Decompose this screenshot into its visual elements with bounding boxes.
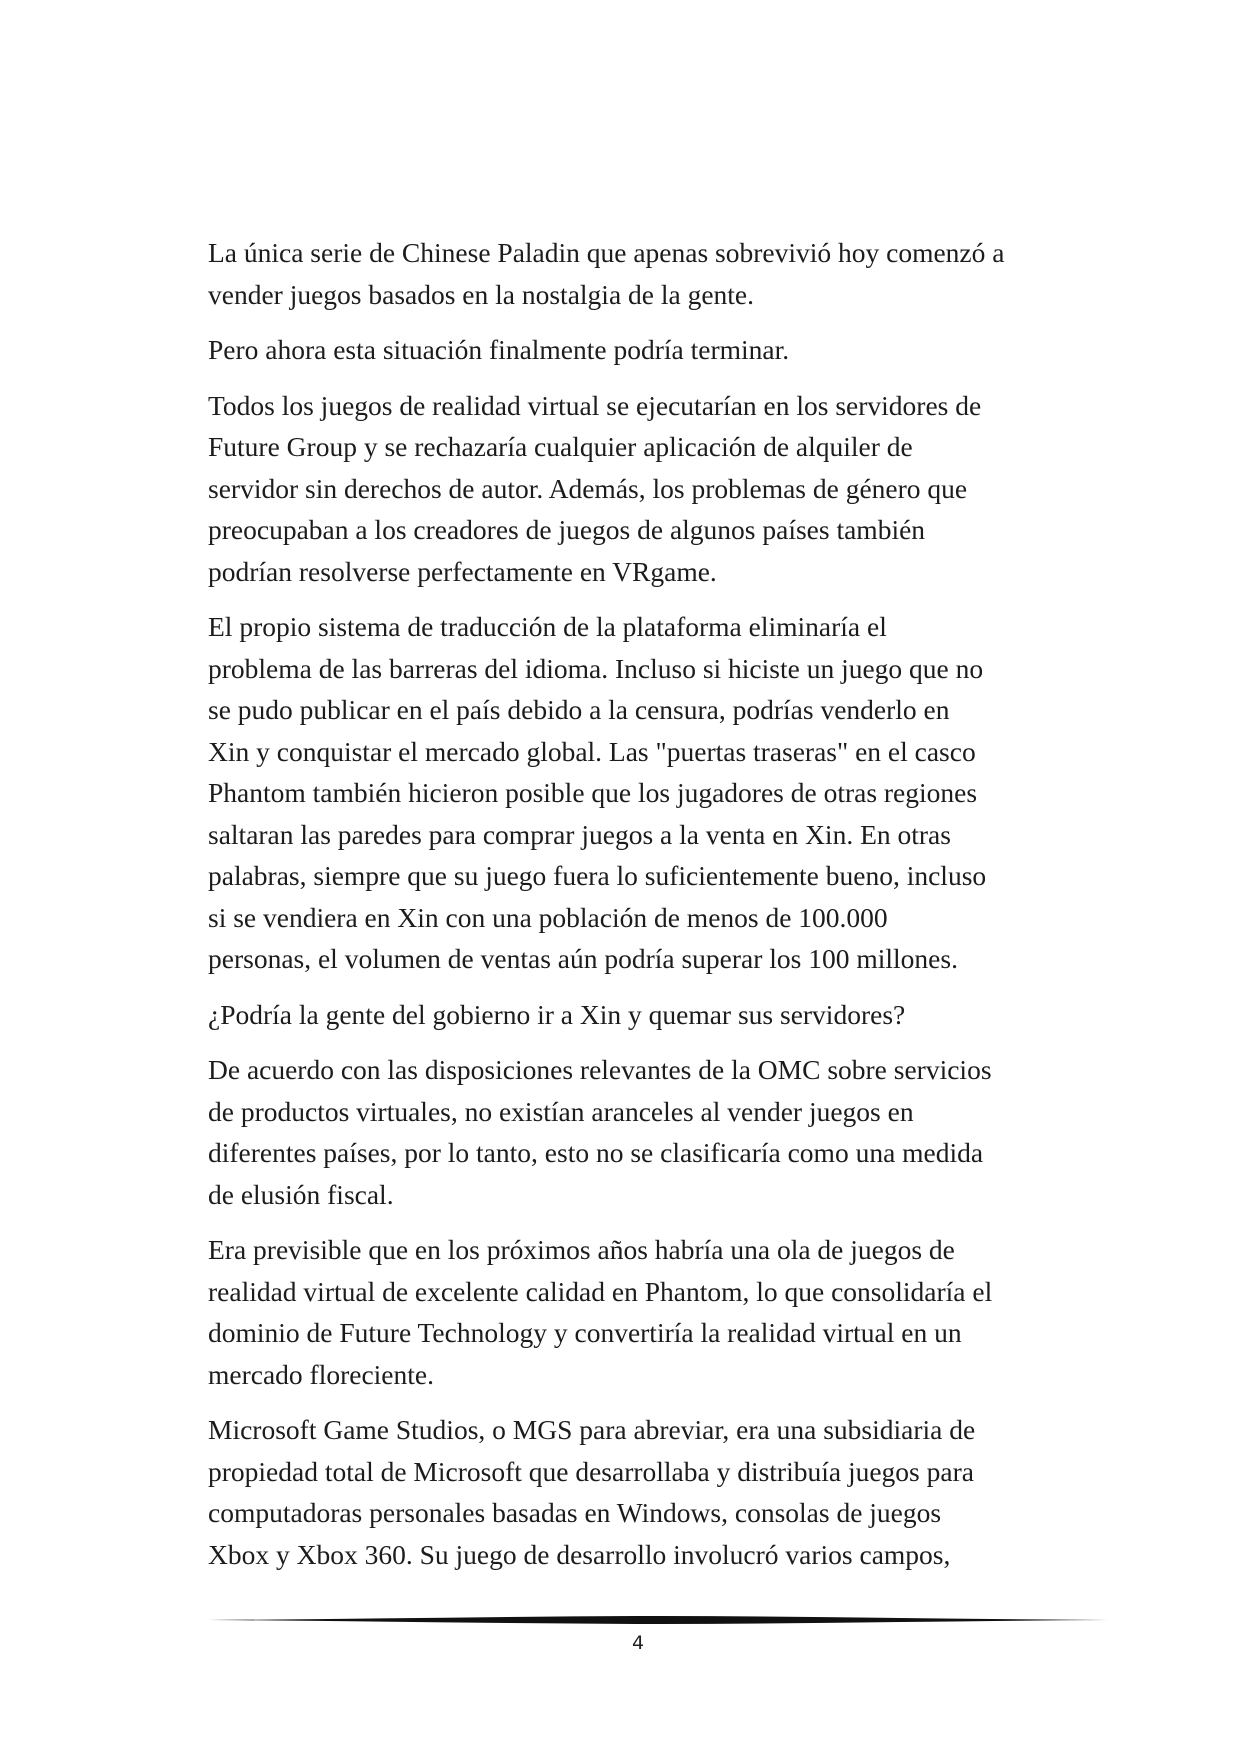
paragraph-5: ¿Podría la gente del gobierno ir a Xin y quemar sus servidores? bbox=[208, 998, 906, 1030]
page-number: 4 bbox=[631, 1632, 645, 1654]
paragraph-7: Era previsible que en los próximos años habría una ola de juegos de realidad virtual de excelente calidad en Phantom, lo que consolidaría el dominio de Future Technology y convertiría la realidad virtual en un mercado floreciente. bbox=[208, 1234, 993, 1390]
paragraph-6: De acuerdo con las disposiciones relevantes de la OMC sobre servicios de productos virtuales, no existían aranceles al vender juegos en diferentes países, por lo tanto, esto no se clasificaría como una medida de elusión fiscal. bbox=[208, 1054, 992, 1210]
page-body bbox=[208, 232, 1078, 1589]
paragraph-8: Microsoft Game Studios, o MGS para abreviar, era una subsidiaria de propiedad total de Microsoft que desarrollaba y distribuía juegos para computadoras personales basadas en Windows, consolas de juegos Xbox y Xbox 360. Su juego de desarrollo involucró varios campos, bbox=[208, 1414, 976, 1570]
footer-divider bbox=[208, 1614, 1108, 1626]
paragraph-2: Pero ahora esta situación finalmente podría terminar. bbox=[208, 334, 790, 365]
footer-divider-stroke bbox=[208, 1616, 1108, 1624]
paragraph-3: Todos los juegos de realidad virtual se ejecutarían en los servidores de Future Group y se rechazaría cualquier aplicación de alquiler de servidor sin derechos de autor. Además, los problemas de género que preocupaban a los creadores de juegos de algunos países también podrían resolverse perfectamente en VRgame. bbox=[208, 389, 982, 587]
paragraph-4: El propio sistema de traducción de la plataforma eliminaría el problema de las barreras del idioma. Incluso si hiciste un juego que no se pudo publicar en el país debido a la censura, podrías venderlo en Xin y conquistar el mercado global. Las "puertas traseras" en el casco Phantom también hicieron posible que los jugadores de otras regiones saltaran las paredes para comprar juegos a la venta en Xin. En otras palabras, siempre que su juego fuera lo suficientemente bueno, incluso si se vendiera en Xin con una población de menos de 100.000 personas, el volumen de ventas aún podría superar los 100 millones. bbox=[208, 611, 987, 974]
paragraph-1: La única serie de Chinese Paladin que apenas sobrevivió hoy comenzó a vender juegos basados en la nostalgia de la gente. bbox=[208, 237, 1005, 310]
